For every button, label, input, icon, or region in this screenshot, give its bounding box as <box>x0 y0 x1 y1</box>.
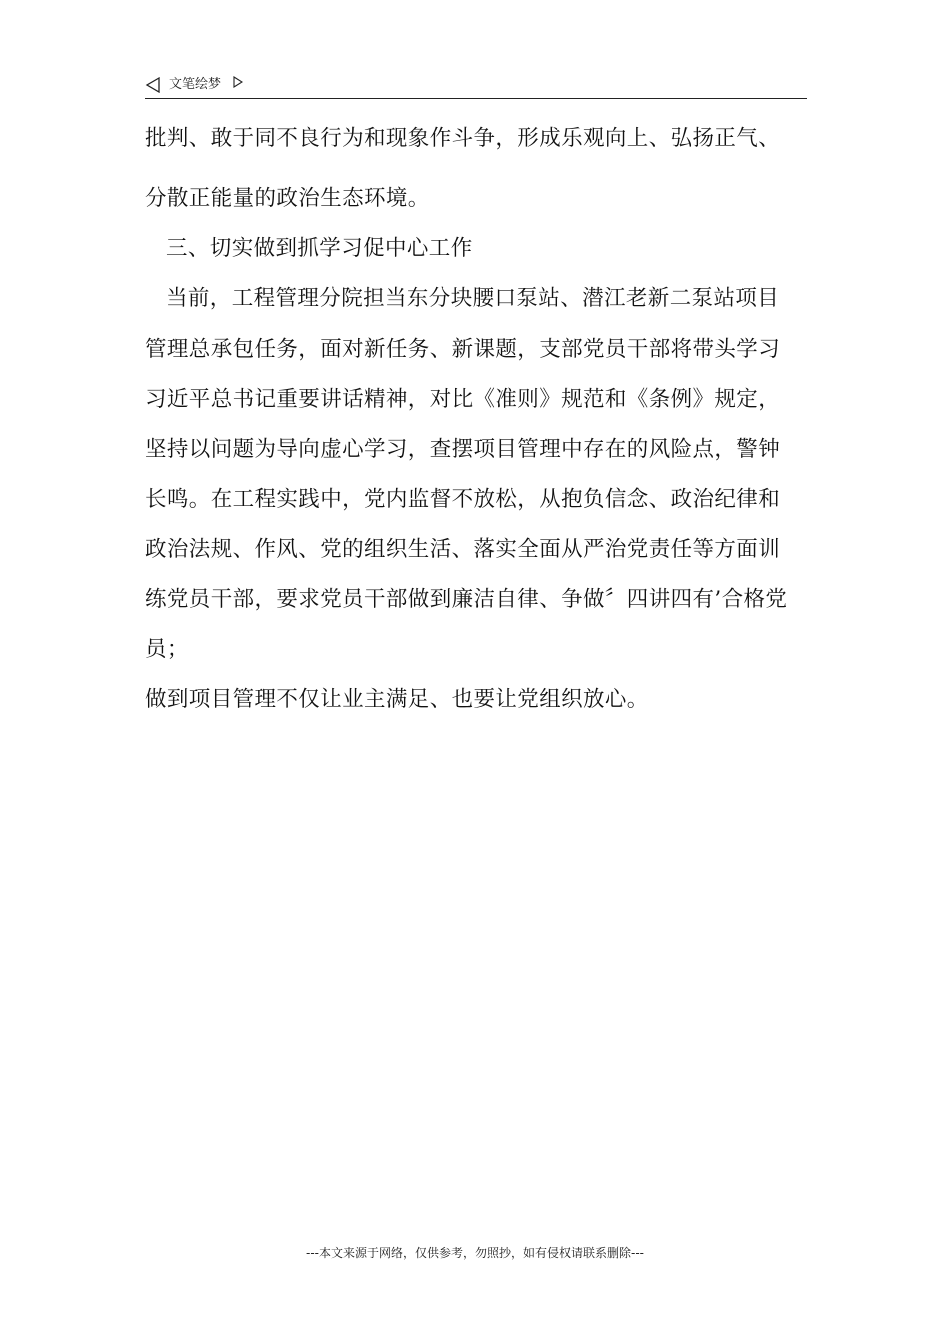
right-triangle-icon <box>233 76 243 88</box>
paragraph-line: 当前，工程管理分院担当东分块腰口泵站、潜江老新二泵站项目 <box>166 286 780 311</box>
paragraph-line: 习近平总书记重要讲话精神，对比《准则》规范和《条例》规定， <box>145 387 781 412</box>
left-triangle-icon <box>145 77 161 93</box>
paragraph-line: 坚持以问题为导向虚心学习，查摆项目管理中存在的风险点，警钟 <box>145 437 781 462</box>
paragraph-line: 批判、敢于同不良行为和现象作斗争，形成乐观向上、弘扬正气、 <box>145 126 781 151</box>
paragraph-line: 长鸣。在工程实践中，党内监督不放松，从抱负信念、政治纪律和 <box>145 487 781 512</box>
paragraph-line: 员； <box>145 637 189 662</box>
paragraph-line: 练党员干部，要求党员干部做到廉洁自律、争做〞四讲四有’合格党 <box>145 587 788 612</box>
paragraph-line: 政治法规、作风、党的组织生活、落实全面从严治党责任等方面训 <box>145 537 781 562</box>
header-title: 文笔绘梦 <box>169 77 222 92</box>
paragraph-line: 分散正能量的政治生态环境。 <box>145 186 430 211</box>
paragraph-line: 管理总承包任务，面对新任务、新课题，支部党员干部将带头学习 <box>145 337 781 362</box>
section-heading: 三、切实做到抓学习促中心工作 <box>166 236 473 261</box>
paragraph-line: 做到项目管理不仅让业主满足、也要让党组织放心。 <box>145 687 649 712</box>
page-footer: ---本文来源于网络，仅供参考，勿照抄，如有侵权请联系删除--- <box>306 1246 644 1260</box>
page-header <box>145 74 807 99</box>
